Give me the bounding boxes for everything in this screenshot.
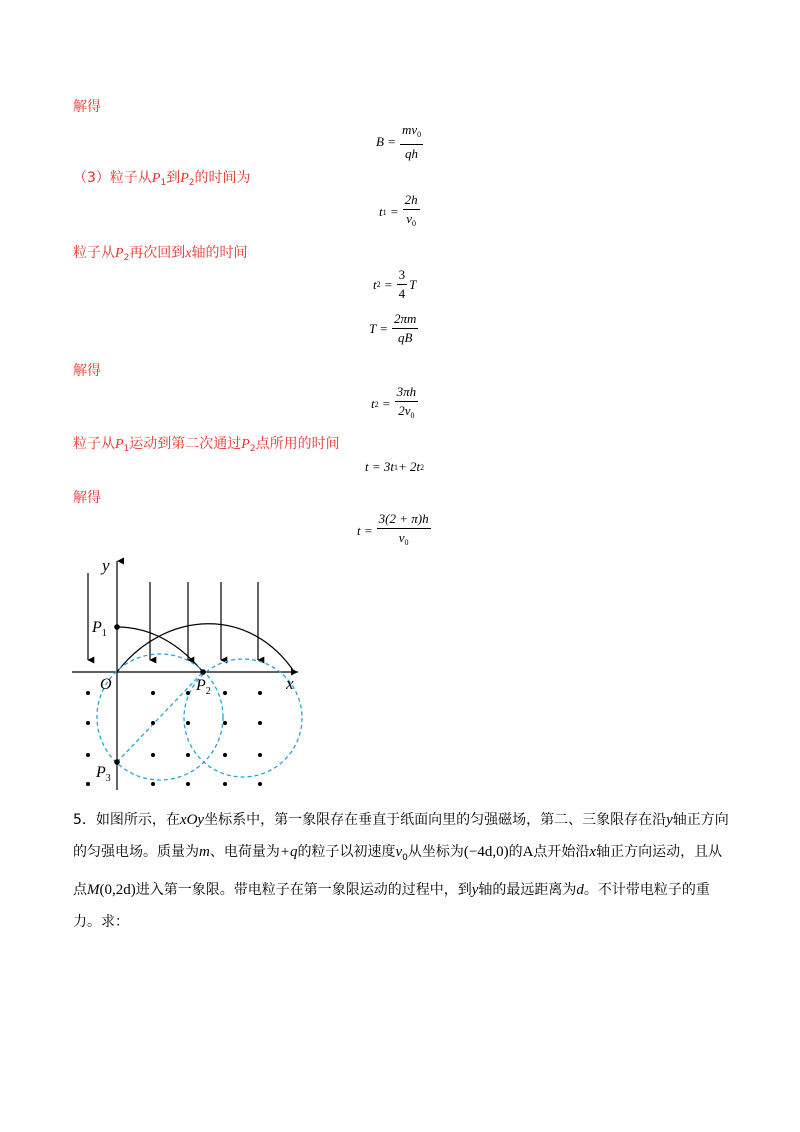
- part3-label: （3）粒子从$P_1$到$P_2$的时间为: [73, 170, 251, 188]
- eq-T-fraction: $\frac{2\pi m}{qB}$: [394, 311, 417, 345]
- physics-figure: [70, 555, 310, 795]
- field-dots: [86, 691, 262, 786]
- jiede-label-2: 解得: [73, 363, 101, 379]
- eq-t1-fraction: $\frac{2h}{v_0}$: [404, 192, 418, 228]
- label-P3: $P_3$: [96, 764, 111, 784]
- parabola-trajectory: [117, 627, 203, 672]
- eq-t2b-fraction: $\frac{3\pi h}{2v_0}$: [396, 384, 417, 420]
- equation-t1: t 1 = $\frac{2h}{v_0}$: [379, 193, 420, 231]
- t2-label: 粒子从$P_2$再次回到x轴的时间: [73, 245, 248, 263]
- label-P2: $P_2$: [196, 677, 211, 697]
- point-P1: [114, 624, 120, 630]
- label-P1: $P_1$: [92, 619, 107, 639]
- eq-t2-fraction: $\frac{3}{4}$: [398, 267, 406, 301]
- eq-tfinal-fraction: $\frac{3(2 + \pi)h}{v_0}$: [378, 511, 429, 547]
- t-total-label: 粒子从$P_1$运动到第二次通过$P_2$点所用的时间: [73, 436, 340, 454]
- y-axis-label: y: [102, 556, 110, 575]
- equation-t-final: t = $\frac{3(2 + \pi)h}{v_0}$: [357, 512, 431, 550]
- equation-t2-result: t 2 = $\frac{3\pi h}{2v_0}$: [371, 385, 418, 423]
- equation-B: [376, 123, 423, 161]
- problem-5: 5．如图所示，在xOy坐标系中，第一象限存在垂直于纸面向里的匀强磁场，第二、三象限存在沿y轴正方向的匀强电场。质量为m、电荷量为+q的粒子以初速度$v_0$从坐标为(−4d,0)的A点开始沿x轴正方向运动，且从点M(0,2d)进入第一象限。带电粒子在第一象限运动的过程中，到y轴的最远距离为d。不计带电粒子的重力。求：: [73, 812, 729, 930]
- equation-T: T = $\frac{2\pi m}{qB}$: [369, 311, 417, 345]
- equation-t-sum: t = 3t 1 + 2t 2: [365, 459, 425, 474]
- equation-t2: t 2 = $\frac{3}{4}$ T: [373, 267, 417, 301]
- jiede-label-1: 解得: [73, 99, 101, 115]
- eq-B-lhs: B =: [376, 134, 396, 149]
- jiede-label-3: 解得: [73, 490, 101, 506]
- eq-B-fraction: $\frac{mv_0}{qh}$: [401, 122, 422, 161]
- point-P3: [114, 759, 120, 765]
- x-axis-label: x: [286, 674, 294, 693]
- origin-label: O: [100, 676, 112, 693]
- point-P2: [200, 669, 206, 675]
- dashed-radius: [117, 672, 203, 762]
